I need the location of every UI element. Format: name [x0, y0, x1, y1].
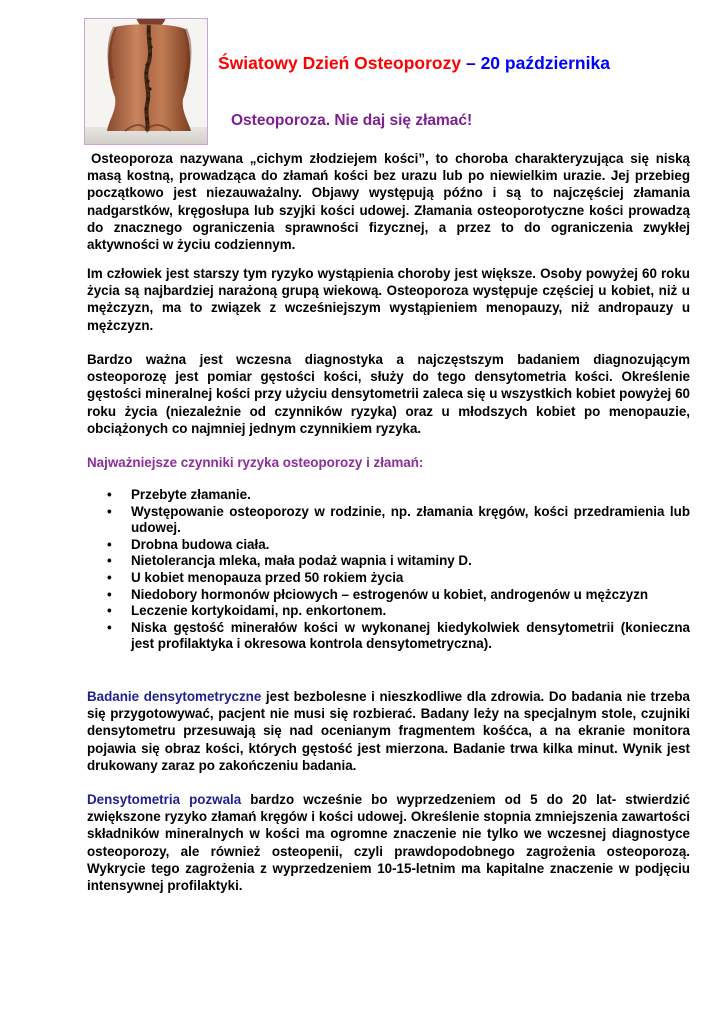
list-item — [87, 603, 690, 620]
paragraph-densitometry-benefits — [87, 791, 690, 894]
page-title — [218, 53, 610, 74]
bullet-icon: • — [107, 586, 112, 602]
paragraph-intro: Osteoporoza nazywana „cichym złodziejem kości”, to choroba charakteryzująca się niską masą kostną, prowadząca do złamań kości bez urazu lub po niewielkim urazie. Jej przebieg początkowo jest niezauważalny. Objawy występują późno i są to najczęściej złamania nadgarstków, kręgosłupa lub szyjki kości udowej. Złamania osteoporotyczne kości prowadzą do znacznego ograniczenia sprawności fizycznej, a przez to do ograniczenia zwykłej aktywności w życiu codziennym. — [87, 151, 690, 253]
benefits-body-text: bardzo wcześnie bo wyprzedzeniem od 5 do 20 lat- stwierdzić zwiększone ryzyko złamań kręgów i kości udowej. Określenie stopnia zmniejszenia zawartości składników mineralnych w kości ma ogromne znaczenie nie tylko we wczesnej diagnostyce osteoporozy, ale również osteopenii, czyli prawdopodobnego zagrożenia osteoporozą. Wykrycie tego zagrożenia z wyprzedzeniem 10-15-letnim ma kapitalne znaczenie w podjęciu intensywnej profilaktyki. — [87, 792, 690, 894]
bullet-icon: • — [107, 487, 112, 502]
risk-factors-list — [87, 487, 690, 653]
bullet-icon: • — [107, 536, 112, 552]
list-item — [87, 553, 690, 570]
list-item-text: Leczenie kortykoidami, np. enkortonem. — [131, 603, 387, 619]
title-dash: – — [461, 53, 481, 73]
list-item-text: Niska gęstość minerałów kości w wykonanej kiedykolwiek densytometrii (konieczna jest profilaktyka i okresowa kontrola densytometryczna). — [131, 619, 690, 652]
list-item-text: Niedobory hormonów płciowych – estrogenów u kobiet, androgenów u mężczyzn — [131, 586, 649, 602]
spine-back-icon — [85, 19, 208, 145]
benefits-lead-text: Densytometria pozwala — [87, 792, 242, 807]
list-item-text: Występowanie osteoporozy w rodzinie, np. złamania kręgów, kości przedramienia lub udowej. — [131, 503, 690, 536]
title-event-name: Światowy Dzień Osteoporozy — [218, 53, 462, 73]
list-item — [87, 504, 690, 537]
paragraph-age-risk: Im człowiek jest starszy tym ryzyko wystąpienia choroby jest większe. Osoby powyżej 60 roku życia są najbardziej narażoną grupą wiekową. Osteoporoza występuje częściej u kobiet, niż u mężczyzn, ma to związek z wcześniejszym wystąpieniem menopauzy, niż andropauzy u mężczyzn. — [87, 266, 690, 333]
paragraph-diagnostics: Bardzo ważna jest wczesna diagnostyka a najczęstszym badaniem diagnozującym osteoporozę jest pomiar gęstości kości, służy do tego densytometria kości. Określenie gęstości mineralnej kości przy użyciu densytometrii zaleca się u wszystkich kobiet powyżej 60 roku życia (niezależnie od czynników ryzyka) oraz u młodszych kobiet po menopauzie, obciążonych co najmniej jednym czynnikiem ryzyka. — [87, 352, 690, 436]
bullet-icon: • — [107, 619, 112, 635]
list-item-text: Drobna budowa ciała. — [131, 536, 270, 552]
list-item-text: U kobiet menopauza przed 50 rokiem życia — [131, 569, 404, 585]
list-item — [87, 587, 690, 604]
page-subtitle: Osteoporoza. Nie daj się złamać! — [231, 112, 473, 129]
exam-lead-text: Badanie densytometryczne — [87, 689, 262, 704]
list-item-text: Przebyte złamanie. — [131, 487, 251, 502]
title-date: 20 października — [480, 53, 610, 73]
bullet-icon: • — [107, 603, 112, 619]
exam-body-text: jest bezbolesne i nieszkodliwe dla zdrowia. Do badania nie trzeba się przygotowywać, pacjent nie musi się rozbierać. Badany leży na specjalnym stole, czujniki densytometru przesuwają się nad ocenianym fragmentem kośćca, a na ekranie monitora pojawia się obraz kości, których gęstość jest mierzona. Badanie trwa kilka minut. Wynik jest drukowany zaraz po zakończeniu badania. — [87, 689, 690, 773]
list-item — [87, 570, 690, 587]
list-item — [87, 537, 690, 554]
bullet-icon: • — [107, 569, 112, 585]
list-item — [87, 487, 690, 504]
bullet-icon: • — [107, 553, 112, 569]
paragraph-densitometry-exam — [87, 688, 690, 774]
bullet-icon: • — [107, 503, 112, 519]
spine-back-photo — [84, 18, 208, 145]
list-item-text: Nietolerancja mleka, mała podaż wapnia i witaminy D. — [131, 553, 472, 569]
risk-factors-heading: Najważniejsze czynniki ryzyka osteoporozy i złamań: — [87, 455, 424, 470]
list-item — [87, 620, 690, 653]
